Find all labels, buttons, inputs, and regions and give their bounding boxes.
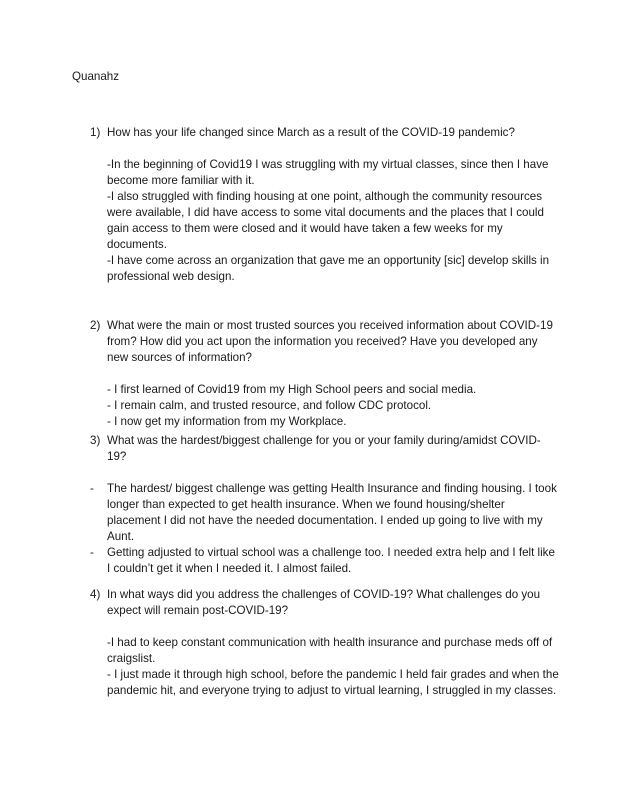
answer-paragraph: -I had to keep constant communication with health insurance and purchase meds off of craigslist. (107, 636, 553, 665)
answer-block (107, 157, 560, 285)
dash-bullet: - (90, 482, 94, 495)
answer-text: The hardest/ biggest challenge was getting Health Insurance and finding housing. I took longer than expected to get health insurance. When we found housing/shelter placement I did not have the needed documentation. I ended up going to live with my Aunt. (107, 482, 557, 543)
question-number: 1) (90, 126, 101, 139)
answer-paragraph: - I now get my information from my Workplace. (107, 415, 347, 428)
answer-paragraph: -In the beginning of Covid19 I was struggling with my virtual classes, since then I have become more familiar with it. (107, 158, 549, 187)
answer-block (107, 382, 560, 430)
question-text: How has your life changed since March as a result of the COVID-19 pandemic? (107, 126, 515, 139)
answer-paragraph: - I remain calm, and trusted resource, and follow CDC protocol. (107, 399, 432, 412)
list-item (90, 545, 560, 577)
question-number: 2) (90, 319, 101, 332)
answer-paragraph: - I first learned of Covid19 from my High School peers and social media. (107, 383, 477, 396)
author-name: Quanahz (72, 70, 120, 83)
list-item (90, 481, 560, 545)
question-block-2 (90, 318, 560, 430)
question-block-3 (90, 433, 560, 577)
answer-block (107, 635, 560, 699)
answer-list (90, 481, 560, 577)
answer-paragraph: - I just made it through high school, before the pandemic I held fair grades and when the pandemic hit, and everyone trying to adjust to virtual learning, I struggled in my classes. (107, 668, 559, 697)
answer-paragraph: -I have come across an organization that gave me an opportunity [sic] develop skills in professional web design. (107, 254, 550, 283)
answer-text: Getting adjusted to virtual school was a challenge too. I needed extra help and I felt like I couldn’t get it when I needed it. I almost failed. (107, 546, 555, 575)
answer-paragraph: -I also struggled with finding housing at one point, although the community resources were available, I did have access to some vital documents and the places that I could gain access to them were closed and it would have taken a few weeks for my documents. (107, 190, 544, 251)
question-number: 3) (90, 434, 101, 447)
dash-bullet: - (90, 546, 94, 559)
question-text: What was the hardest/biggest challenge for you or your family during/amidst COVID-19? (107, 434, 541, 463)
question-number: 4) (90, 588, 101, 601)
question-block-1 (90, 125, 560, 285)
question-block-4 (90, 587, 560, 699)
question-text: In what ways did you address the challenges of COVID-19? What challenges do you expect will remain post-COVID-19? (107, 588, 541, 617)
question-text: What were the main or most trusted sources you received information about COVID-19 from? How did you act upon the information you received? Have you developed any new sources of information? (107, 319, 553, 364)
